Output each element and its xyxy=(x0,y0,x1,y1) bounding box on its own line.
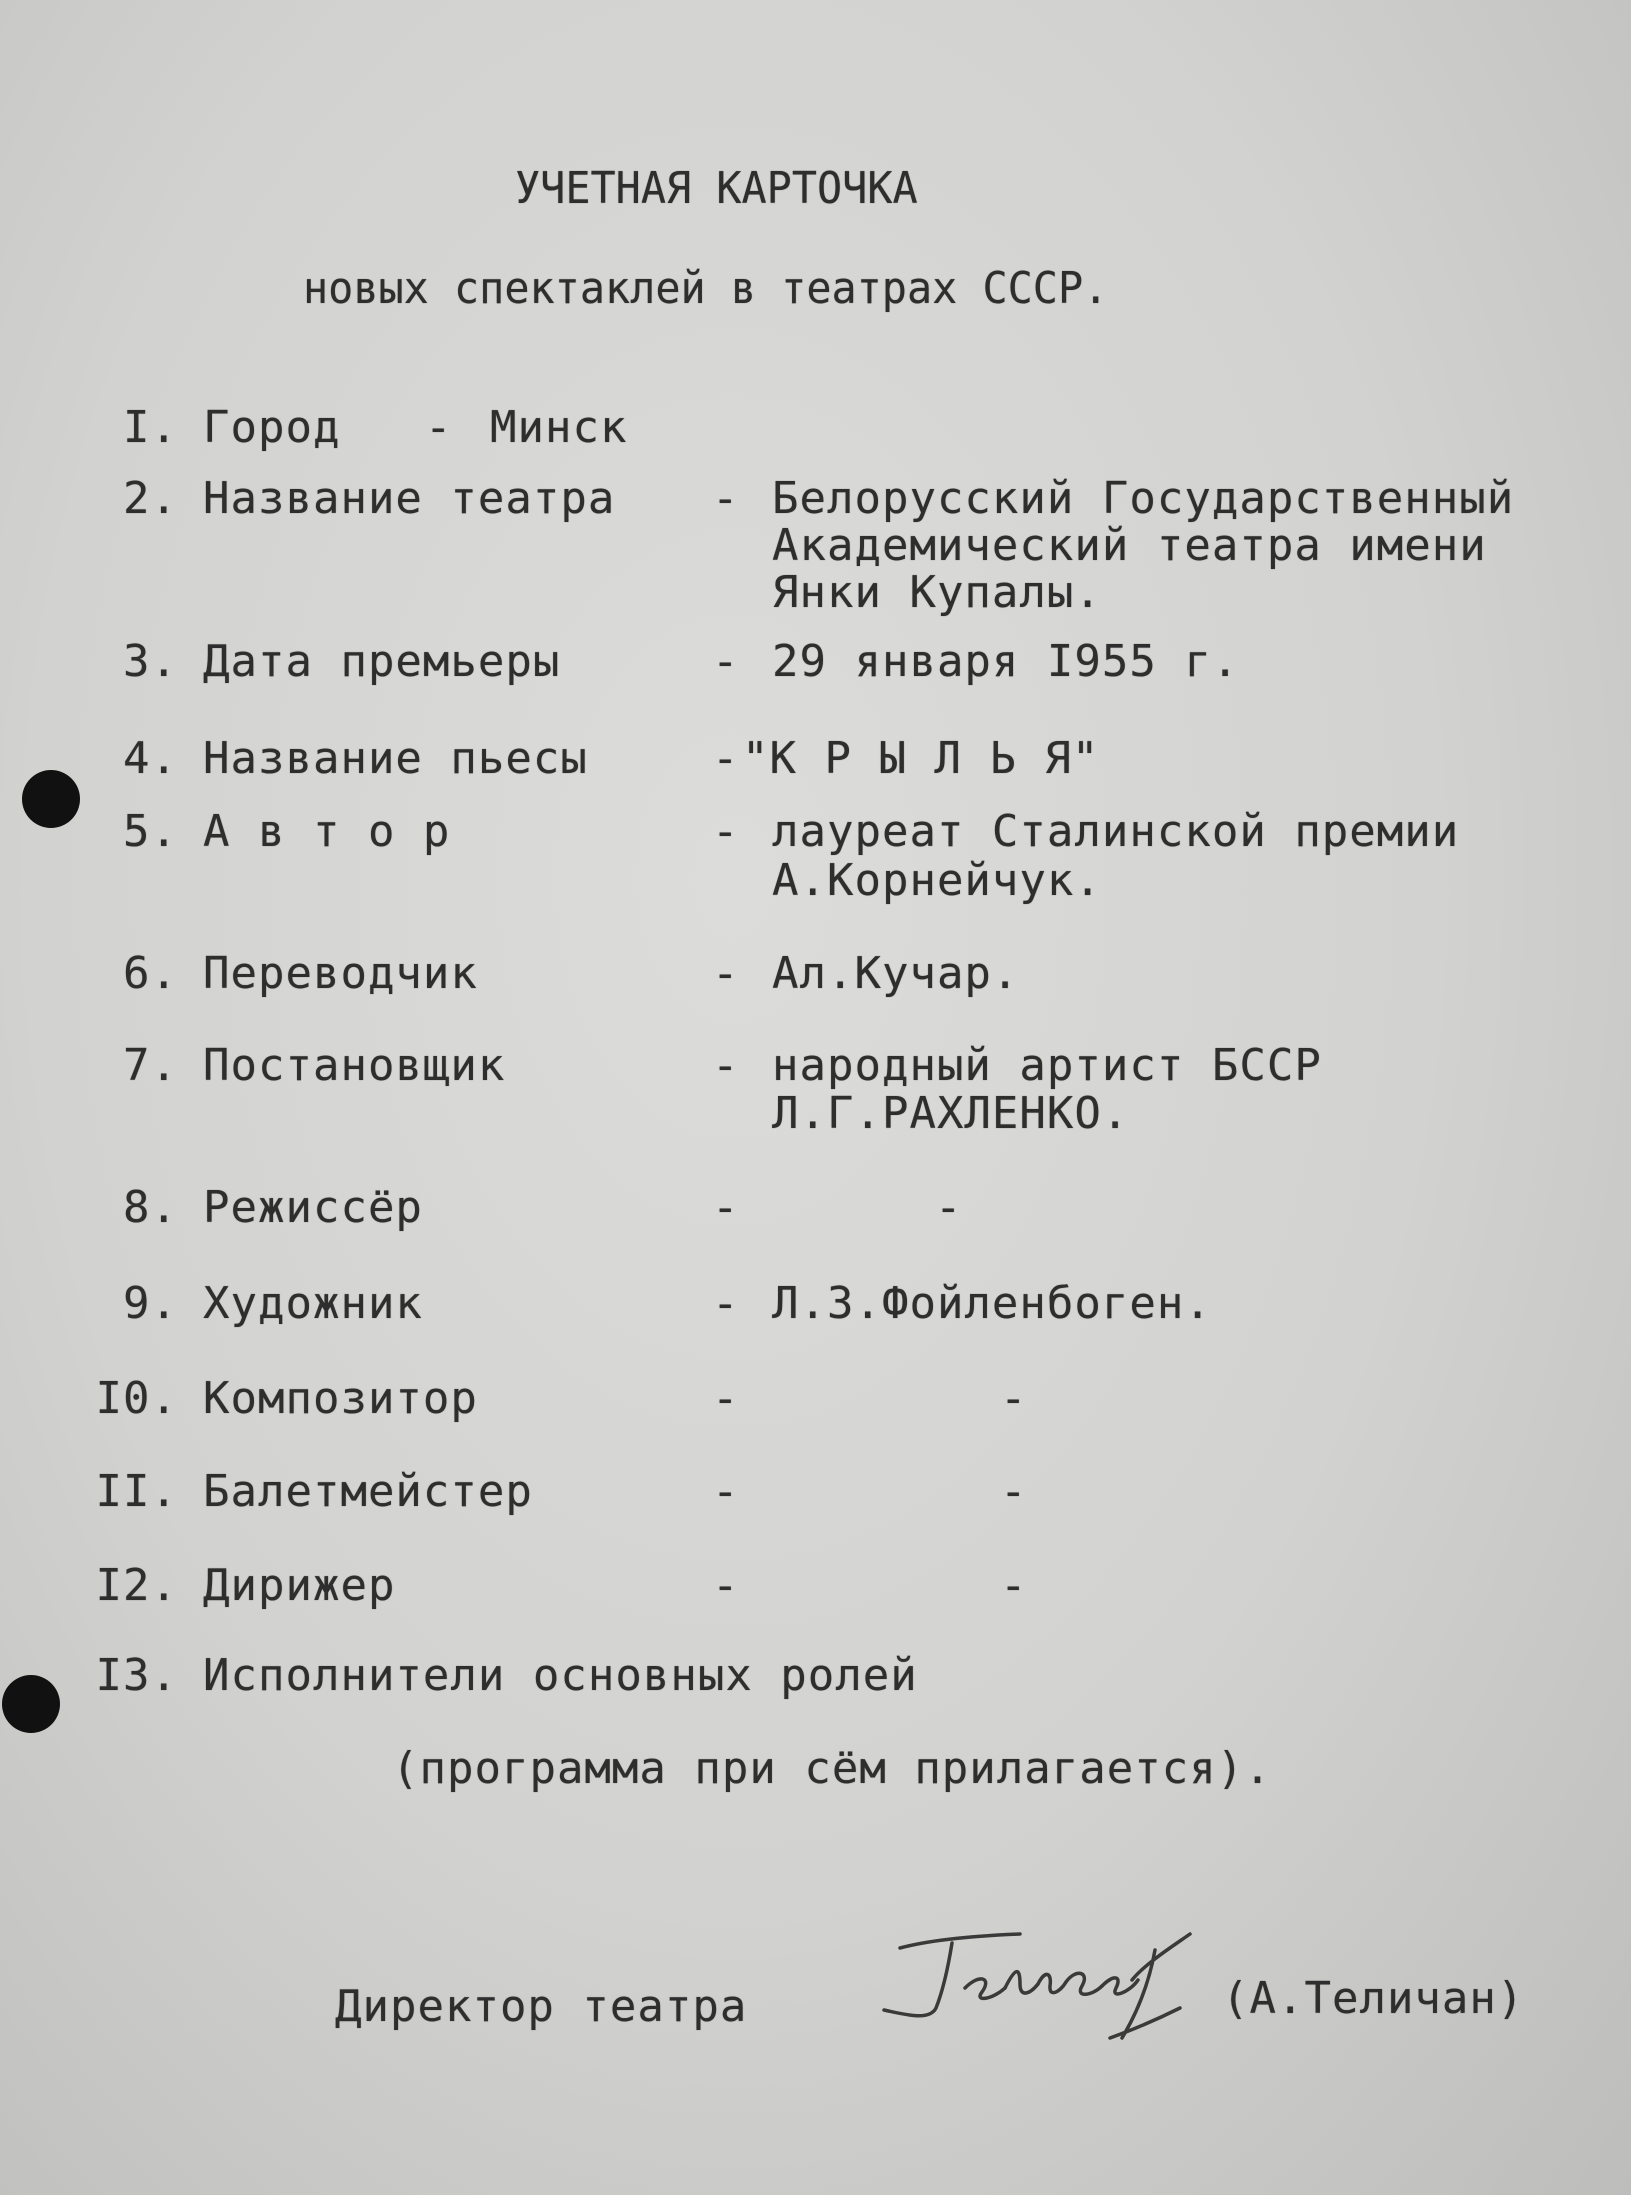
item-value: - xyxy=(1000,1373,1028,1424)
item-dash: - xyxy=(712,636,740,687)
item-number: II. xyxy=(95,1466,178,1517)
item-label: Переводчик xyxy=(203,948,478,999)
item-dash: - xyxy=(712,1040,740,1091)
item-dash: - xyxy=(712,473,740,524)
item-label: Дата премьеры xyxy=(203,636,561,687)
item-value: 29 января I955 г. xyxy=(772,636,1240,687)
item-label: Постановщик xyxy=(203,1040,506,1091)
item-number: 9. xyxy=(123,1278,178,1329)
document-title: УЧЕТНАЯ КАРТОЧКА xyxy=(515,163,918,214)
item-value: Л.Г.РАХЛЕНКО. xyxy=(772,1088,1130,1139)
item-dash: - xyxy=(712,1560,740,1611)
item-label: Художник xyxy=(203,1278,423,1329)
item-number: I. xyxy=(123,402,178,453)
item-value: - xyxy=(1000,1560,1028,1611)
item-number: 8. xyxy=(123,1182,178,1233)
item-value: А.Корнейчук. xyxy=(772,855,1102,906)
item-label: Дирижер xyxy=(203,1560,396,1611)
item-number: I0. xyxy=(95,1373,178,1424)
item-dash: - xyxy=(712,733,740,784)
item-value: Академический театра имени xyxy=(772,520,1487,571)
handwritten-signature xyxy=(870,1888,1230,2068)
item-value: народный артист БССР xyxy=(772,1040,1322,1091)
item-label: А в т о р xyxy=(203,806,451,857)
item-value: Ал.Кучар. xyxy=(772,948,1020,999)
item-dash: - xyxy=(425,402,453,453)
punch-hole xyxy=(2,1675,60,1733)
item-label: Исполнители основных ролей xyxy=(203,1650,918,1701)
item-value: Белорусский Государственный xyxy=(772,473,1515,524)
item-number: I3. xyxy=(95,1650,178,1701)
item-dash: - xyxy=(712,1182,740,1233)
item-number: 7. xyxy=(123,1040,178,1091)
item-dash: - xyxy=(712,948,740,999)
item-label: Город xyxy=(203,402,341,453)
attachment-note: (программа при сём прилагается). xyxy=(392,1743,1272,1794)
item-label: Режиссёр xyxy=(203,1182,423,1233)
item-value: - xyxy=(935,1182,963,1233)
item-dash: - xyxy=(712,1278,740,1329)
item-dash: - xyxy=(712,806,740,857)
item-label: Балетмейстер xyxy=(203,1466,533,1517)
item-label: Название театра xyxy=(203,473,616,524)
item-number: 6. xyxy=(123,948,178,999)
item-value: - xyxy=(1000,1466,1028,1517)
item-value: Янки Купалы. xyxy=(772,567,1102,618)
item-value: "К Р Ы Л Ь Я" xyxy=(742,733,1100,784)
signer-title: Директор театра xyxy=(335,1981,748,2032)
item-number: 5. xyxy=(123,806,178,857)
item-label: Название пьесы xyxy=(203,733,588,784)
item-number: I2. xyxy=(95,1560,178,1611)
signer-name: (А.Теличан) xyxy=(1222,1973,1525,2024)
item-number: 4. xyxy=(123,733,178,784)
document-subtitle: новых спектаклей в театрах СССР. xyxy=(303,263,1109,314)
item-dash: - xyxy=(712,1466,740,1517)
item-value: Л.З.Фойленбоген. xyxy=(772,1278,1212,1329)
item-label: Композитор xyxy=(203,1373,478,1424)
item-value: Минск xyxy=(490,402,628,453)
item-value: лауреат Сталинской премии xyxy=(772,806,1460,857)
item-dash: - xyxy=(712,1373,740,1424)
item-number: 2. xyxy=(123,473,178,524)
item-number: 3. xyxy=(123,636,178,687)
